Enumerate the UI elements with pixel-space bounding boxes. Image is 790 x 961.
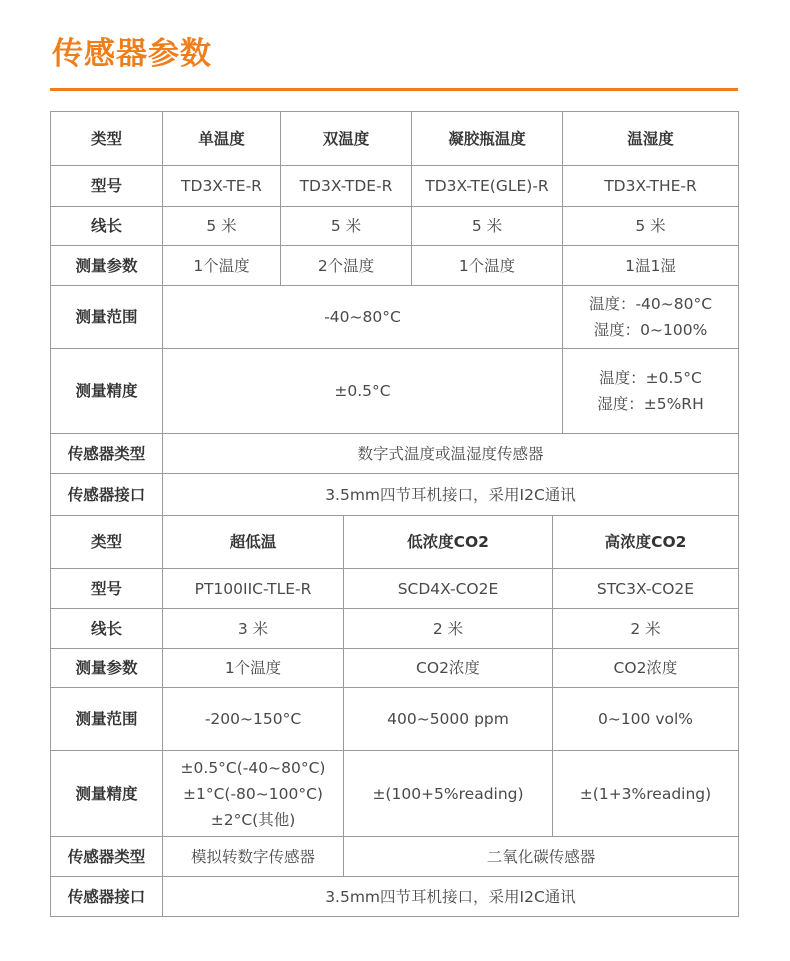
accuracy-temp-line: 温度：±0.5°C <box>599 369 702 387</box>
model-cell: TD3X-TE-R <box>163 166 281 207</box>
table-row <box>51 609 739 649</box>
length-cell: 3 米 <box>163 609 344 649</box>
range-cell-temperature: -40~80°C <box>163 286 563 349</box>
table-row <box>51 434 739 474</box>
row-header-params: 测量参数 <box>51 649 163 688</box>
sensor-spec-table-1 <box>50 111 739 516</box>
param-cell: CO2浓度 <box>344 649 553 688</box>
row-header-params: 测量参数 <box>51 246 163 286</box>
length-cell: 5 米 <box>412 207 563 246</box>
model-cell: SCD4X-CO2E <box>344 569 553 609</box>
table-row <box>51 837 739 877</box>
accuracy-humidity-line: 湿度：±5%RH <box>597 395 704 413</box>
accuracy-cell-temp-humidity <box>563 349 739 434</box>
accuracy-line: ±2°C(其他) <box>210 810 296 829</box>
table-row <box>51 751 739 837</box>
table-row <box>51 688 739 751</box>
sensor-spec-table-2 <box>50 515 739 917</box>
length-cell: 5 米 <box>163 207 281 246</box>
model-cell: TD3X-THE-R <box>563 166 739 207</box>
type-cell: 低浓度CO2 <box>344 516 553 569</box>
length-cell: 5 米 <box>563 207 739 246</box>
accuracy-line: ±1°C(-80~100°C) <box>183 784 323 803</box>
row-header-model: 型号 <box>51 569 163 609</box>
table-row <box>51 286 739 349</box>
param-cell: 2个温度 <box>281 246 412 286</box>
row-header-length: 线长 <box>51 609 163 649</box>
row-header-accuracy: 测量精度 <box>51 349 163 434</box>
sensor-type-cell: 数字式温度或温湿度传感器 <box>163 434 739 474</box>
row-header-length: 线长 <box>51 207 163 246</box>
page-title: 传感器参数 <box>52 36 212 72</box>
accuracy-cell-low-co2: ±(100+5%reading) <box>344 751 553 837</box>
row-header-model: 型号 <box>51 166 163 207</box>
table-row <box>51 112 739 166</box>
param-cell: 1温1湿 <box>563 246 739 286</box>
range-cell: 400~5000 ppm <box>344 688 553 751</box>
type-cell: 温湿度 <box>563 112 739 166</box>
title-underline <box>50 88 738 91</box>
model-cell: TD3X-TDE-R <box>281 166 412 207</box>
length-cell: 2 米 <box>344 609 553 649</box>
param-cell: 1个温度 <box>412 246 563 286</box>
row-header-accuracy: 测量精度 <box>51 751 163 837</box>
type-cell: 双温度 <box>281 112 412 166</box>
range-cell: 0~100 vol% <box>553 688 739 751</box>
range-humidity-line: 湿度：0~100% <box>593 321 708 339</box>
param-cell: 1个温度 <box>163 649 344 688</box>
row-header-range: 测量范围 <box>51 688 163 751</box>
type-cell: 凝胶瓶温度 <box>412 112 563 166</box>
type-cell: 高浓度CO2 <box>553 516 739 569</box>
range-temp-line: 温度：-40~80°C <box>588 295 713 313</box>
accuracy-line: ±0.5°C(-40~80°C) <box>180 758 326 777</box>
sensor-type-cell-co2: 二氧化碳传感器 <box>344 837 739 877</box>
range-cell-temp-humidity <box>563 286 739 349</box>
table-row <box>51 474 739 516</box>
row-header-interface: 传感器接口 <box>51 474 163 516</box>
accuracy-cell-temperature: ±0.5°C <box>163 349 563 434</box>
interface-cell: 3.5mm四节耳机接口，采用I2C通讯 <box>163 877 739 917</box>
table-row <box>51 569 739 609</box>
table-row <box>51 349 739 434</box>
model-cell: STC3X-CO2E <box>553 569 739 609</box>
accuracy-cell-high-co2: ±(1+3%reading) <box>553 751 739 837</box>
interface-cell: 3.5mm四节耳机接口，采用I2C通讯 <box>163 474 739 516</box>
length-cell: 5 米 <box>281 207 412 246</box>
row-header-type: 类型 <box>51 516 163 569</box>
type-cell: 单温度 <box>163 112 281 166</box>
table-row <box>51 877 739 917</box>
type-cell: 超低温 <box>163 516 344 569</box>
param-cell: 1个温度 <box>163 246 281 286</box>
row-header-range: 测量范围 <box>51 286 163 349</box>
table-row <box>51 649 739 688</box>
row-header-sensor-type: 传感器类型 <box>51 837 163 877</box>
length-cell: 2 米 <box>553 609 739 649</box>
row-header-type: 类型 <box>51 112 163 166</box>
param-cell: CO2浓度 <box>553 649 739 688</box>
sensor-type-cell: 模拟转数字传感器 <box>163 837 344 877</box>
range-cell: -200~150°C <box>163 688 344 751</box>
model-cell: PT100IIC-TLE-R <box>163 569 344 609</box>
row-header-interface: 传感器接口 <box>51 877 163 917</box>
model-cell: TD3X-TE(GLE)-R <box>412 166 563 207</box>
accuracy-cell-ultra-low <box>163 751 344 837</box>
table-row <box>51 246 739 286</box>
table-row <box>51 166 739 207</box>
table-row <box>51 516 739 569</box>
table-row <box>51 207 739 246</box>
row-header-sensor-type: 传感器类型 <box>51 434 163 474</box>
